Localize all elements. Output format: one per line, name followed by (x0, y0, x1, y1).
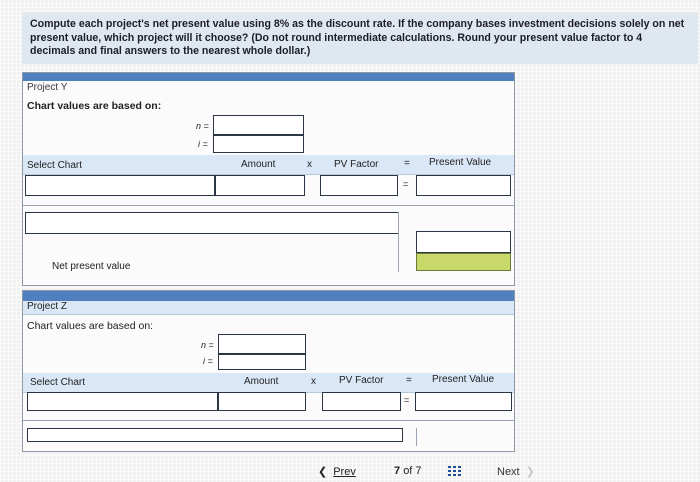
project-z-pv-factor-input[interactable] (322, 392, 401, 411)
project-z-select-input-2[interactable] (27, 428, 403, 442)
chevron-left-icon: ❮ (318, 466, 328, 478)
project-z-divider (23, 420, 514, 421)
project-y-i-label: i = (198, 139, 208, 149)
project-z-title: Project Z (27, 301, 68, 312)
project-z-pv-factor-header: PV Factor (339, 375, 384, 386)
project-z-select-chart[interactable]: Select Chart (30, 377, 86, 388)
project-y-n-input[interactable] (213, 115, 304, 135)
prev-button[interactable] (318, 465, 356, 478)
project-z-equals-header: = (406, 375, 412, 386)
page-total: of 7 (403, 465, 422, 477)
project-y-divider (23, 205, 514, 206)
project-z-amount-header: Amount (244, 376, 279, 387)
project-y-chart-label: Chart values are based on: (27, 100, 162, 112)
project-y-present-value-input-2[interactable] (416, 231, 511, 253)
chevron-right-icon: ❯ (525, 466, 535, 478)
project-z-n-label: n = (201, 340, 214, 350)
project-y-present-value-input[interactable] (416, 175, 511, 196)
project-z-n-input[interactable] (218, 334, 306, 354)
project-y-present-value-header: Present Value (429, 157, 492, 168)
next-label: Next (497, 466, 520, 478)
project-y-divider-2 (398, 212, 399, 272)
project-y-amount-header: Amount (241, 159, 276, 170)
project-z-present-value-header: Present Value (432, 374, 495, 385)
grid-icon[interactable] (448, 466, 462, 477)
project-y-n-label: n = (196, 121, 209, 131)
project-z-top-bar (23, 291, 514, 301)
prev-label: Prev (333, 466, 356, 478)
project-y-amount-input[interactable] (215, 175, 305, 196)
project-y-select-input[interactable] (25, 175, 215, 196)
project-y-select-input-2[interactable] (25, 212, 399, 234)
instructions: Compute each project's net present value using 8% as the discount rate. If the company bases investment decisions solely on net present value, which project will it choose? (Do not round intermediate calculations. Round your present value factor to 4 decimals and final answers to the nearest whole dollar.) (22, 12, 698, 64)
project-z-present-value-input[interactable] (415, 392, 512, 411)
project-y-select-chart[interactable]: Select Chart (27, 160, 83, 171)
project-y-equals-row: = (403, 179, 409, 189)
project-z-title-bar (23, 301, 514, 315)
project-y-net-pv-input[interactable] (416, 253, 511, 271)
project-y-title: Project Y (27, 82, 68, 93)
page-indicator (394, 465, 422, 477)
project-z-chart-label: Chart values are based on: (27, 320, 154, 332)
project-z-divider-2 (416, 428, 417, 446)
project-y-pv-factor-input[interactable] (320, 175, 398, 196)
project-y-times-symbol: x (307, 159, 312, 170)
project-z-select-input[interactable] (27, 392, 218, 411)
project-z-times-symbol: x (311, 376, 316, 387)
project-z-i-input[interactable] (218, 354, 306, 370)
project-y-pv-factor-header: PV Factor (334, 159, 379, 170)
project-z-equals-row: = (404, 395, 410, 405)
project-y-equals-header: = (404, 158, 410, 169)
project-y-top-bar (23, 73, 514, 81)
project-z-i-label: i = (203, 356, 213, 366)
project-z-amount-input[interactable] (218, 392, 306, 411)
project-y-net-pv-label: Net present value (52, 261, 131, 272)
next-button[interactable] (497, 465, 535, 478)
page-current: 7 (394, 465, 401, 477)
project-y-i-input[interactable] (213, 135, 304, 153)
